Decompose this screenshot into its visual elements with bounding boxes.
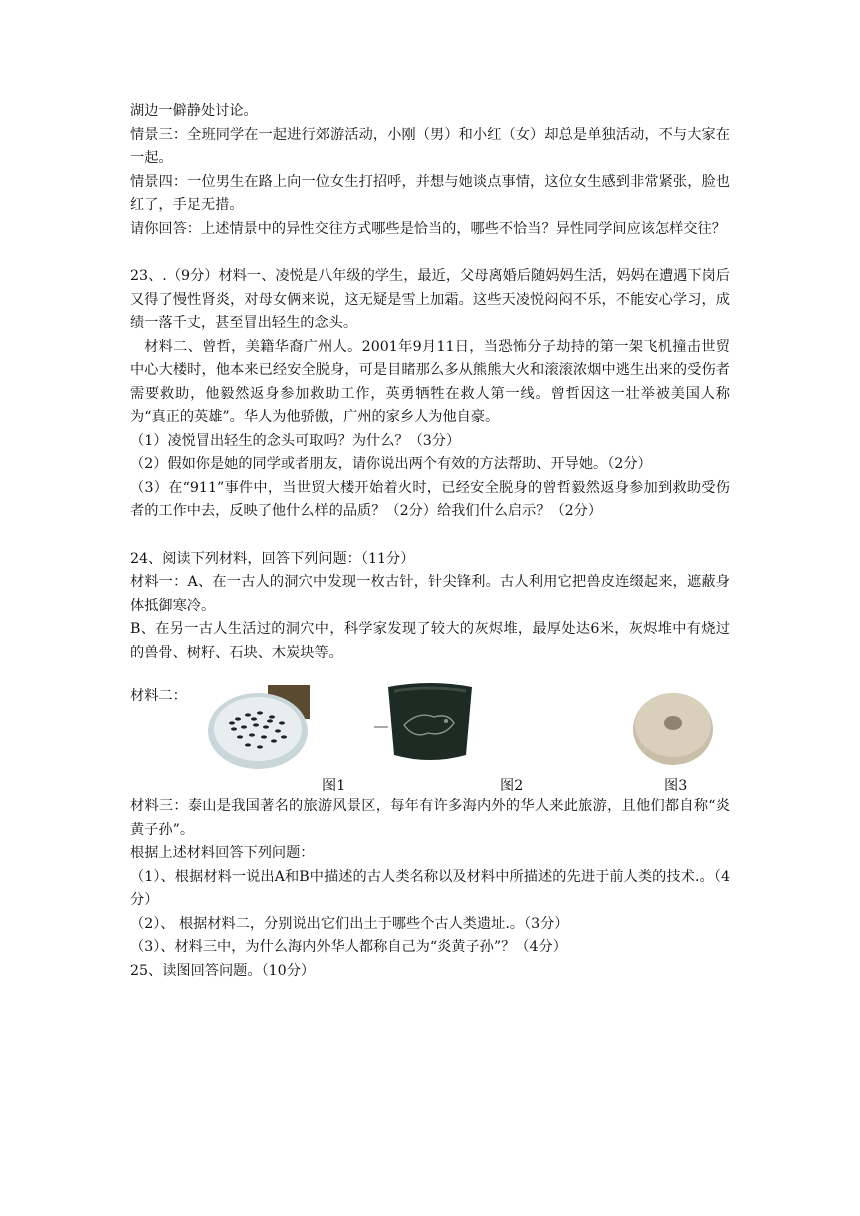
q24-material-3: 材料三：泰山是我国著名的旅游风景区，每年有许多海内外的华人来此旅游，且他们都自称“炎黄子孙”。: [130, 798, 730, 838]
q24-material-1b: B、在另一古人生活过的洞穴中，科学家发现了较大的灰烬堆，最厚处达6米，灰烬堆中有烧过的兽骨、树籽、石块、木炭块等。: [130, 621, 730, 661]
q23-question-3: （3）在“911”事件中，当世贸大楼开始着火时，已经安全脱身的曾哲毅然返身参加到救助受伤者的工作中去，反映了他什么样的品质？（2分）给我们什么启示？（2分）: [130, 479, 730, 519]
exam-page: [130, 100, 730, 983]
q23-material-1: 23、.（9分）材料一、凌悦是八年级的学生，最近，父母离婚后随妈妈生活，妈妈在遭遇下岗后又得了慢性肾炎，对母女俩来说，这无疑是雪上加霜。这些天凌悦闷闷不乐，不能安心学习，成绩一落千丈，甚至冒出轻生的念头。: [130, 268, 730, 331]
q23-question-2: （2）假如你是她的同学或者朋友，请你说出两个有效的方法帮助、开导她。（2分）: [130, 456, 652, 472]
q24-material-1a: 材料一：A、在一古人的洞穴中发现一枚古针，针尖锋利。古人利用它把兽皮连缀起来，遮蔽身体抵御寒冷。: [130, 574, 730, 614]
q23-material-2: 材料二、曾哲，美籍华裔广州人。2001年9月11日，当恐怖分子劫持的第一架飞机撞击世贸中心大楼时，他本来已经安全脱身，可是目睹那么多从熊熊大火和滚滚浓烟中逃生出来的受伤者需要救助，他毅然返身参加救助工作，英勇牺牲在救人第一线。曾哲因这一壮举被美国人称为“真正的英雄”。华人为他骄傲，广州的家乡人为他自豪。: [130, 338, 730, 425]
text-line: 请你回答：上述情景中的异性交往方式哪些是恰当的，哪些不恰当？异性同学间应该怎样交往？: [130, 220, 726, 237]
q24-heading: 24、阅读下列材料，回答下列问题：（11分）: [130, 550, 415, 567]
q24-instruction: 根据上述材料回答下列问题：: [130, 845, 315, 861]
text-line: 湖边一僻静处讨论。: [130, 103, 258, 119]
q25-heading: 25、读图回答问题。（10分）: [130, 962, 316, 979]
figure-3-caption: 图3: [664, 778, 688, 794]
material-2-label: 材料二：: [130, 688, 187, 704]
text-line: 情景四：一位男生在路上向一位女生打招呼，并想与她谈点事情，这位女生感到非常紧张，脸也红了，手足无措。: [130, 173, 730, 213]
q23-question-1: （1）凌悦冒出轻生的念头可取吗？为什么？（3分）: [130, 432, 461, 449]
figure-1-caption: 图1: [322, 778, 346, 794]
material-2-figures: [130, 685, 730, 795]
text-line: 情景三：全班同学在一起进行郊游活动，小刚（男）和小红（女）却总是单独活动，不与大家在一起。: [130, 126, 730, 166]
figure-2-caption: 图2: [500, 778, 524, 794]
stone-disc-image: [630, 685, 716, 769]
q24-question-1: （1）、根据材料一说出A和B中描述的古人类名称以及材料中所描述的先进于前人类的技术.。（4分）: [130, 868, 730, 908]
q24-question-2: （2）、 根据材料二，分别说出它们出土于哪些个古人类遗址.。（3分）: [130, 915, 569, 932]
pottery-image: [374, 681, 480, 765]
seed-dish-image: [208, 685, 310, 771]
q24-question-3: （3）、材料三中，为什么海内外华人都称自己为“炎黄子孙”？（4分）: [130, 939, 567, 955]
